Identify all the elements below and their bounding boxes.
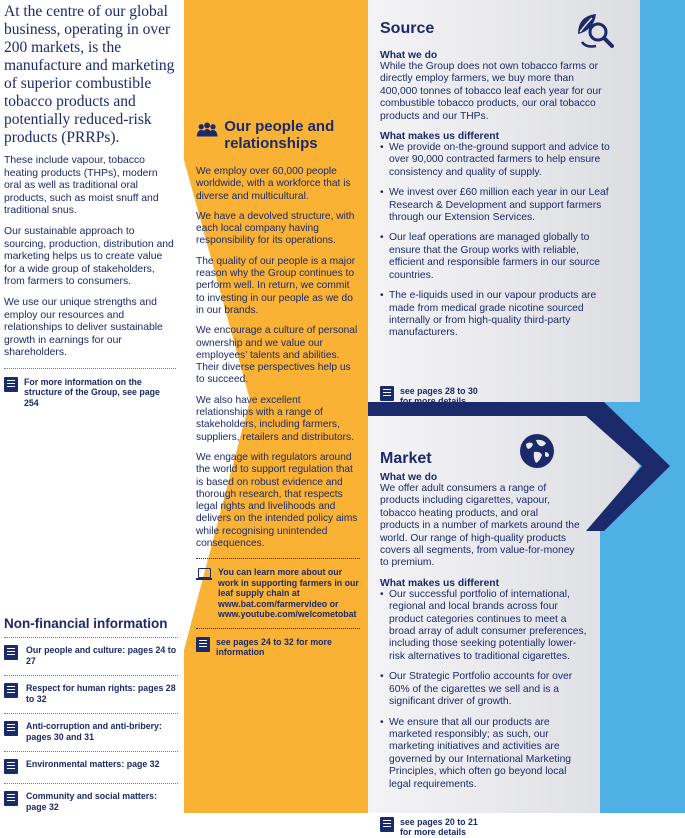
structure-reference-text: For more information on the structure of the Group, see page 254 xyxy=(24,376,160,408)
market-bullet: • We ensure that all our products are marketed responsibly; as such, our marketing initiatives and activities are governed by our International Marketing Principles, which often go beyond local legal requirements. xyxy=(380,717,590,791)
nonfinancial-item-environmental[interactable] xyxy=(4,751,178,783)
people-paragraph-3: The quality of our people is a major reason why the Group continues to perform well. In return, we commit to investing in our people as we do in our brands. xyxy=(196,255,356,316)
document-icon xyxy=(4,759,18,774)
learn-more-reference[interactable] xyxy=(196,558,360,620)
market-bullets xyxy=(380,589,590,791)
source-see-pages-text: see pages 28 to 30 for more details xyxy=(400,385,478,407)
market-title: Market xyxy=(380,450,432,467)
source-bullets xyxy=(380,142,612,340)
market-what-we-do-text: We offer adult consumers a range of products including cigarettes, vapour, tobacco heating products, and oral products in a number of markets around the world. Our range of high-quality products covers all segments, from value-for-money to premium. xyxy=(380,483,580,569)
leaf-search-icon xyxy=(574,10,618,50)
intro-heading: At the centre of our global business, operating in over 200 markets, is the manufacture and marketing of superior combustible tobacco products and potentially reduced-risk products (PRRPs). xyxy=(4,3,175,146)
source-different-label: What makes us different xyxy=(380,131,500,143)
people-see-pages-text: see pages 24 to 32 for more information xyxy=(216,636,332,658)
nonfinancial-item-people[interactable] xyxy=(4,637,178,675)
document-icon xyxy=(4,683,18,698)
nonfinancial-item-label: Environmental matters: page 32 xyxy=(26,759,160,769)
source-what-we-do-text: While the Group does not own tobacco farms or directly employ farmers, we buy more than 400,000 tonnes of tobacco leaf each year for our combustible tobacco products, our oral tobacco products and our THPs. xyxy=(380,61,602,122)
nonfinancial-item-label: Community and social matters: page 32 xyxy=(26,791,158,812)
people-title-row xyxy=(196,118,360,152)
source-bullet: • The e-liquids used in our vapour products are made from medical grade nicotine sourced internally or from high-quality third-party manufacturers. xyxy=(380,290,612,340)
learn-more-text: You can learn more about our work in supporting farmers in our leaf supply chain at www.bat.com/farmervideo or www.youtube.com/welcometobat xyxy=(218,567,359,620)
document-icon xyxy=(4,791,18,806)
source-panel xyxy=(380,20,612,407)
market-different-label: What makes us different xyxy=(380,577,500,589)
intro-paragraph-1: These include vapour, tobacco heating products (THPs), modern oral as well as traditional oral products, such as moist snuff and traditional snus. xyxy=(4,155,159,217)
source-bullet: • We invest over £60 million each year in our Leaf Research & Development and support farmers through our Extension Services. xyxy=(380,187,612,224)
source-title: Source xyxy=(380,20,435,37)
nonfinancial-item-label: Anti-corruption and anti-bribery: pages 30 and 31 xyxy=(26,721,162,742)
non-financial-title: Non-financial information xyxy=(4,616,168,631)
nonfinancial-item-label: Respect for human rights: pages 28 to 32 xyxy=(26,683,176,704)
source-what-we-do-label: What we do xyxy=(380,50,438,61)
market-see-pages-text: see pages 20 to 21 for more details xyxy=(400,816,478,838)
document-icon xyxy=(380,386,394,401)
nonfinancial-item-community[interactable] xyxy=(4,783,178,821)
people-title: Our people and relationships xyxy=(224,118,335,152)
people-relationships-column xyxy=(196,118,360,658)
intro-paragraph-2: Our sustainable approach to sourcing, production, distribution and marketing helps us to create value for a wide group of stakeholders, from farmers to consumers. xyxy=(4,225,174,288)
nonfinancial-item-anti-corruption[interactable] xyxy=(4,713,178,751)
structure-reference[interactable] xyxy=(4,368,176,409)
people-paragraph-4: We encourage a culture of personal ownership and we value our employees’ talents and abilities. Their diverse perspectives help us to succeed. xyxy=(196,325,358,386)
people-paragraph-5: We also have excellent relationships with a range of stakeholders, including farmers, suppliers, retailers and distributors. xyxy=(196,394,354,443)
document-icon xyxy=(4,377,18,392)
document-icon xyxy=(4,721,18,736)
market-panel xyxy=(380,450,612,838)
document-icon xyxy=(4,645,18,660)
nonfinancial-item-label: Our people and culture: pages 24 to 27 xyxy=(26,645,177,666)
people-paragraph-2: We have a devolved structure, with each local company having responsibility for its operations. xyxy=(196,210,355,247)
source-bullet: • We provide on-the-ground support and advice to over 90,000 contracted farmers to help ensure consistency and quality of supply. xyxy=(380,142,612,179)
people-paragraph-6: We engage with regulators around the world to support regulation that is based on robust evidence and thorough research, that respects legal rights and livelihoods and delivers on the intended policy aims while recognising unintended consequences. xyxy=(196,451,358,550)
globe-icon xyxy=(518,432,556,470)
market-see-pages[interactable] xyxy=(380,817,612,838)
source-bullet: • Our leaf operations are managed globally to ensure that the Group works with reliable, efficient and responsible farmers in our source countries. xyxy=(380,232,612,282)
market-bullet: • Our Strategic Portfolio accounts for over 60% of the cigarettes we sell and is a significant driver of growth. xyxy=(380,671,590,708)
document-icon xyxy=(196,637,210,652)
market-bullet: • Our successful portfolio of international, regional and local brands across four product categories continues to meet a broad array of adult consumer preferences, including those seeking potentially lower-risk alternatives to traditional cigarettes. xyxy=(380,589,590,663)
laptop-icon xyxy=(196,568,212,580)
left-column xyxy=(4,0,176,408)
people-group-icon xyxy=(196,118,218,142)
non-financial-information xyxy=(4,616,178,821)
people-paragraph-1: We employ over 60,000 people worldwide, with a workforce that is diverse and multicultural. xyxy=(196,166,351,202)
nonfinancial-item-human-rights[interactable] xyxy=(4,675,178,713)
source-see-pages[interactable] xyxy=(380,386,612,407)
people-see-pages[interactable] xyxy=(196,628,360,658)
document-icon xyxy=(380,817,394,832)
market-what-we-do-label: What we do xyxy=(380,472,438,483)
intro-paragraph-3: We use our unique strengths and employ our resources and relationships to deliver sustainable growth in earnings for our shareholders. xyxy=(4,296,163,359)
